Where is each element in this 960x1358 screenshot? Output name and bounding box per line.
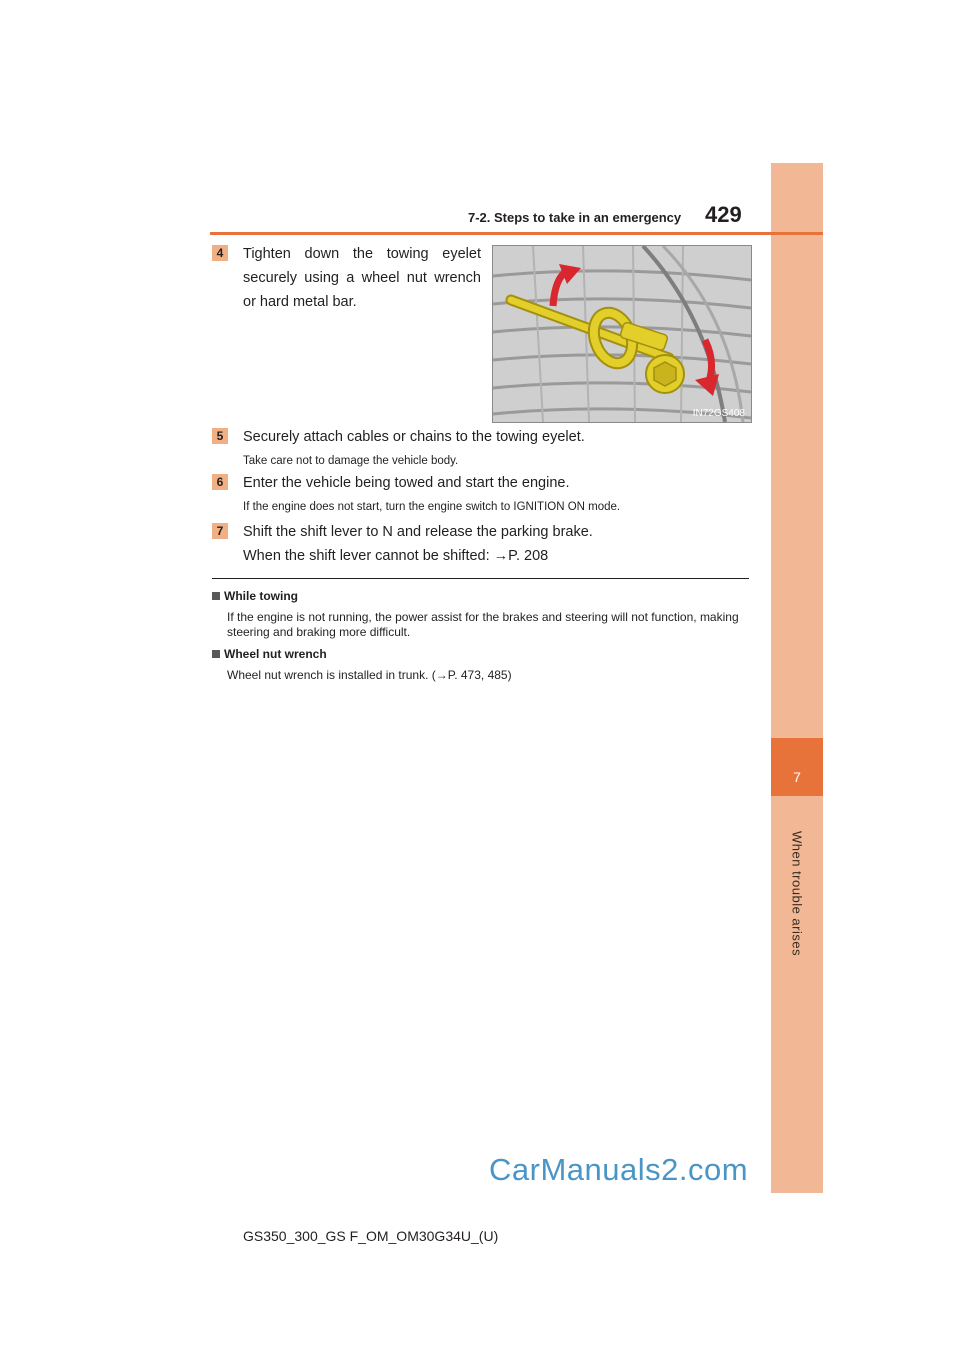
- towing-eyelet-illustration: [493, 246, 751, 422]
- note-heading-wheel-nut-wrench: [212, 647, 327, 661]
- chapter-title: When trouble arises: [789, 831, 805, 957]
- step-number-5: 5: [212, 428, 228, 444]
- chapter-side-tab: [771, 163, 823, 1193]
- page-number: 429: [705, 202, 742, 227]
- towing-eyelet-figure: [492, 245, 752, 423]
- section-title: 7-2. Steps to take in an emergency: [468, 210, 682, 225]
- step-number-6: 6: [212, 474, 228, 490]
- note-body-wheel-nut-wrench: Wheel nut wrench is installed in trunk. (→P. 473, 485): [227, 668, 512, 682]
- step-7-reference: When the shift lever cannot be shifted: →P. 208: [243, 548, 549, 564]
- chapter-number-block: [771, 738, 823, 796]
- figure-code: IN72GS408: [692, 408, 745, 419]
- step-6-subtext: If the engine does not start, turn the engine switch to IGNITION ON mode.: [243, 501, 621, 513]
- note-title: While towing: [224, 589, 298, 603]
- chapter-number: 7: [793, 769, 801, 785]
- document-code-footer: GS350_300_GS F_OM_OM30G34U_(U): [243, 1228, 499, 1244]
- step-7-text: Shift the shift lever to N and release the parking brake.: [243, 524, 593, 540]
- step-number-4: 4: [212, 245, 228, 261]
- note-heading-while-towing: [212, 589, 298, 603]
- bullet-square-icon: [212, 650, 220, 658]
- watermark: CarManuals2.com: [489, 1152, 749, 1187]
- section-divider: [212, 578, 749, 579]
- step-5-text: Securely attach cables or chains to the towing eyelet.: [243, 429, 585, 445]
- note-body-while-towing: If the engine is not running, the power assist for the brakes and steering will not function, making steering and braking more difficult.: [227, 610, 739, 639]
- bullet-square-icon: [212, 592, 220, 600]
- step-6-text: Enter the vehicle being towed and start the engine.: [243, 475, 570, 491]
- header-rule: [210, 232, 823, 235]
- step-4-text: Tighten down the towing eyelet securely using a wheel nut wrench or hard metal bar.: [243, 246, 481, 310]
- note-title: Wheel nut wrench: [224, 647, 327, 661]
- step-5-subtext: Take care not to damage the vehicle body.: [243, 455, 459, 467]
- step-number-7: 7: [212, 523, 228, 539]
